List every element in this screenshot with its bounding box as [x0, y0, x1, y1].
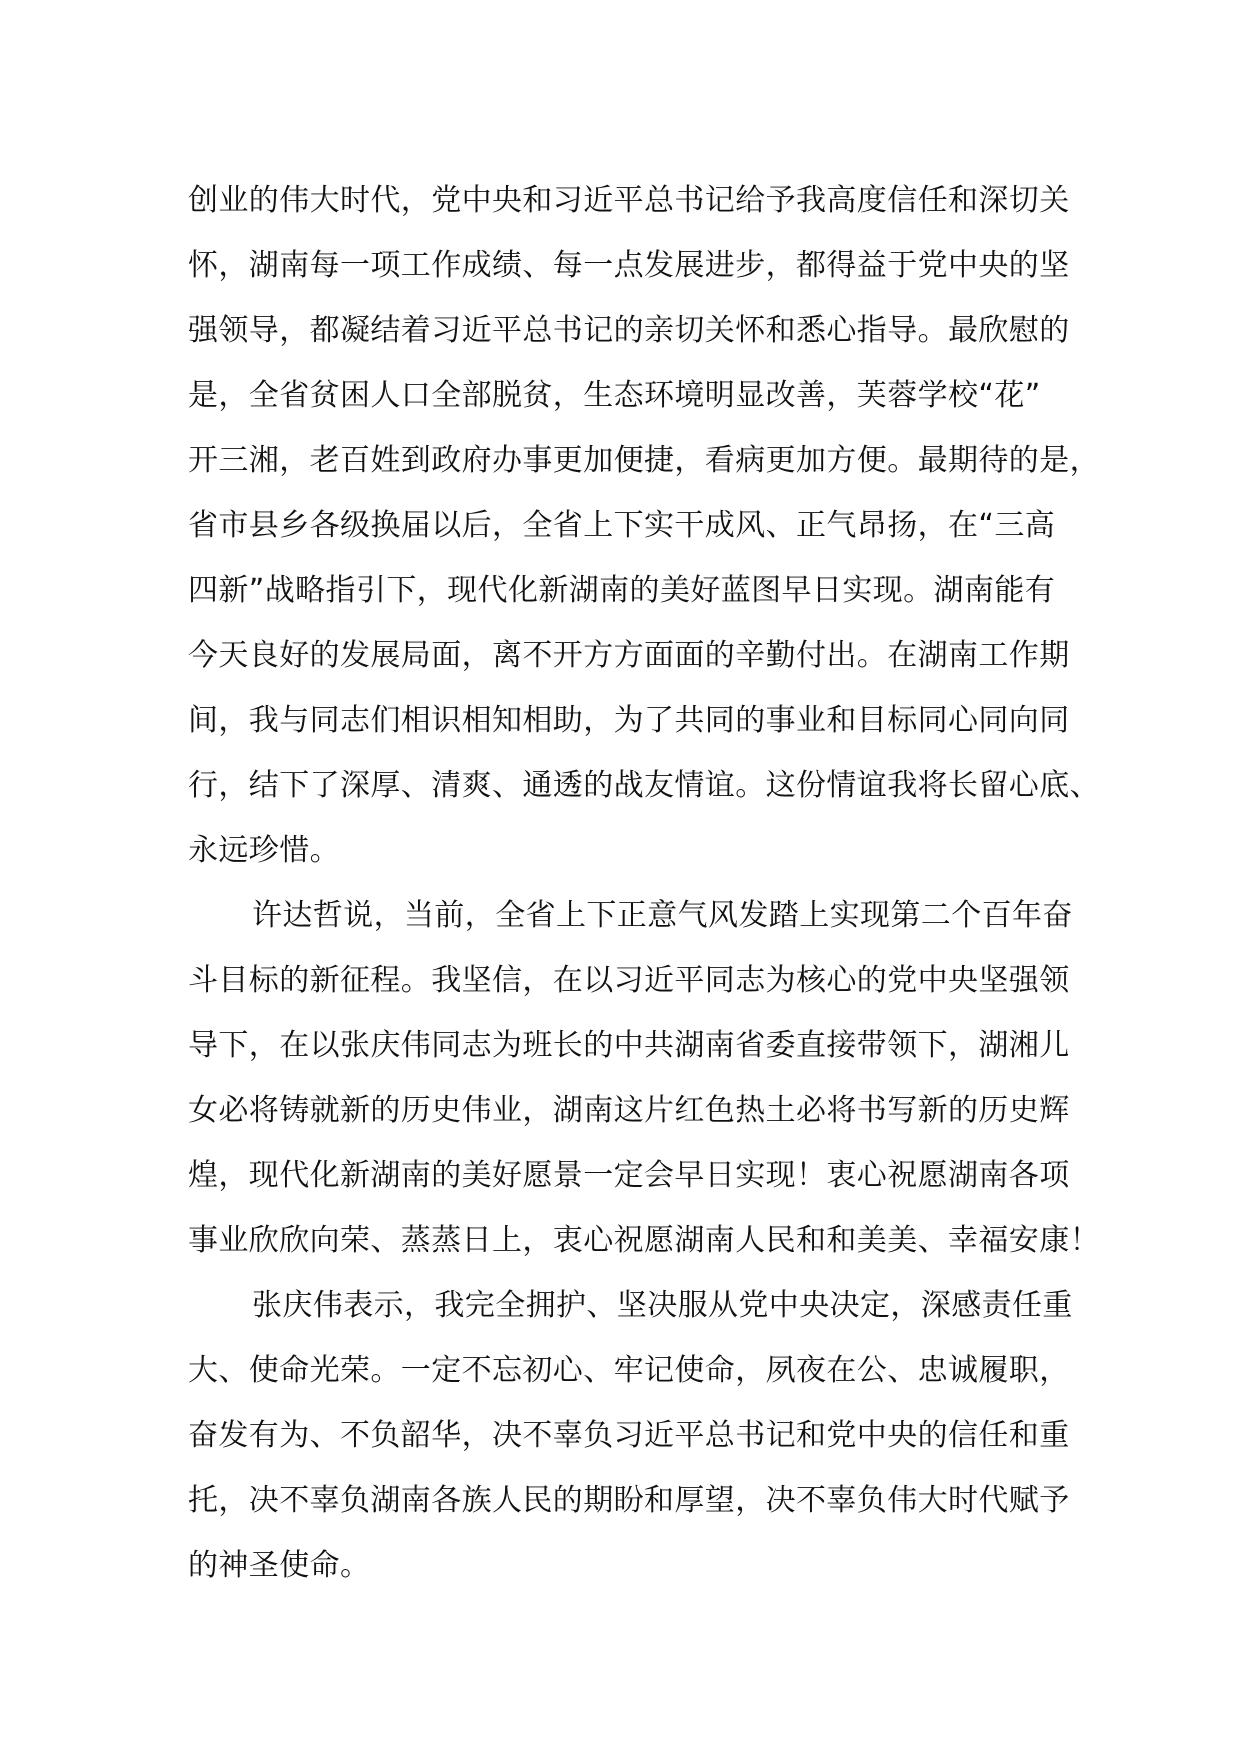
text-line: 永远珍惜。 — [188, 833, 340, 868]
text-line: 强领导，都凝结着习近平总书记的亲切关怀和悉心指导。最欣慰的 — [188, 313, 1070, 348]
text-line: 张庆伟表示，我完全拥护、坚决服从党中央决定，深感责任重 — [252, 1288, 1073, 1323]
text-line: 大、使命光荣。一定不忘初心、牢记使命，夙夜在公、忠诚履职， — [188, 1353, 1070, 1388]
text-line: 开三湘，老百姓到政府办事更加便捷，看病更加方便。最期待的是， — [188, 443, 1100, 478]
text-line: 事业欣欣向荣、蒸蒸日上，衷心祝愿湖南人民和和美美、幸福安康！ — [188, 1223, 1100, 1258]
paragraph-3 — [188, 1273, 1088, 1598]
text-line: 是，全省贫困人口全部脱贫，生态环境明显改善，芙蓉学校“花” — [188, 378, 1041, 413]
paragraph-1 — [188, 168, 1100, 883]
text-line: 间，我与同志们相识相知相助，为了共同的事业和目标同心同向同 — [188, 703, 1070, 738]
text-line: 斗目标的新征程。我坚信，在以习近平同志为核心的党中央坚强领 — [188, 963, 1070, 998]
text-line: 今天良好的发展局面，离不开方方面面的辛勤付出。在湖南工作期 — [188, 638, 1070, 673]
text-line: 怀，湖南每一项工作成绩、每一点发展进步，都得益于党中央的坚 — [188, 248, 1070, 283]
text-line: 创业的伟大时代，党中央和习近平总书记给予我高度信任和深切关 — [188, 183, 1070, 218]
text-line: 的神圣使命。 — [188, 1548, 371, 1583]
text-line: 省市县乡各级换届以后，全省上下实干成风、正气昂扬，在“三高 — [188, 508, 1056, 543]
text-line: 奋发有为、不负韶华，决不辜负习近平总书记和党中央的信任和重 — [188, 1418, 1070, 1453]
paragraph-2 — [188, 883, 1100, 1273]
text-line: 女必将铸就新的历史伟业，湖南这片红色热土必将书写新的历史辉 — [188, 1093, 1070, 1128]
text-line: 许达哲说，当前，全省上下正意气风发踏上实现第二个百年奋 — [252, 898, 1073, 933]
text-line: 托，决不辜负湖南各族人民的期盼和厚望，决不辜负伟大时代赋予 — [188, 1483, 1070, 1518]
text-line: 四新”战略指引下，现代化新湖南的美好蓝图早日实现。湖南能有 — [188, 573, 1056, 608]
article-body — [188, 168, 1100, 1598]
text-line: 行，结下了深厚、清爽、通透的战友情谊。这份情谊我将长留心底、 — [188, 768, 1100, 803]
text-line: 煌，现代化新湖南的美好愿景一定会早日实现！衷心祝愿湖南各项 — [188, 1158, 1070, 1193]
text-line: 导下，在以张庆伟同志为班长的中共湖南省委直接带领下，湖湘儿 — [188, 1028, 1070, 1063]
